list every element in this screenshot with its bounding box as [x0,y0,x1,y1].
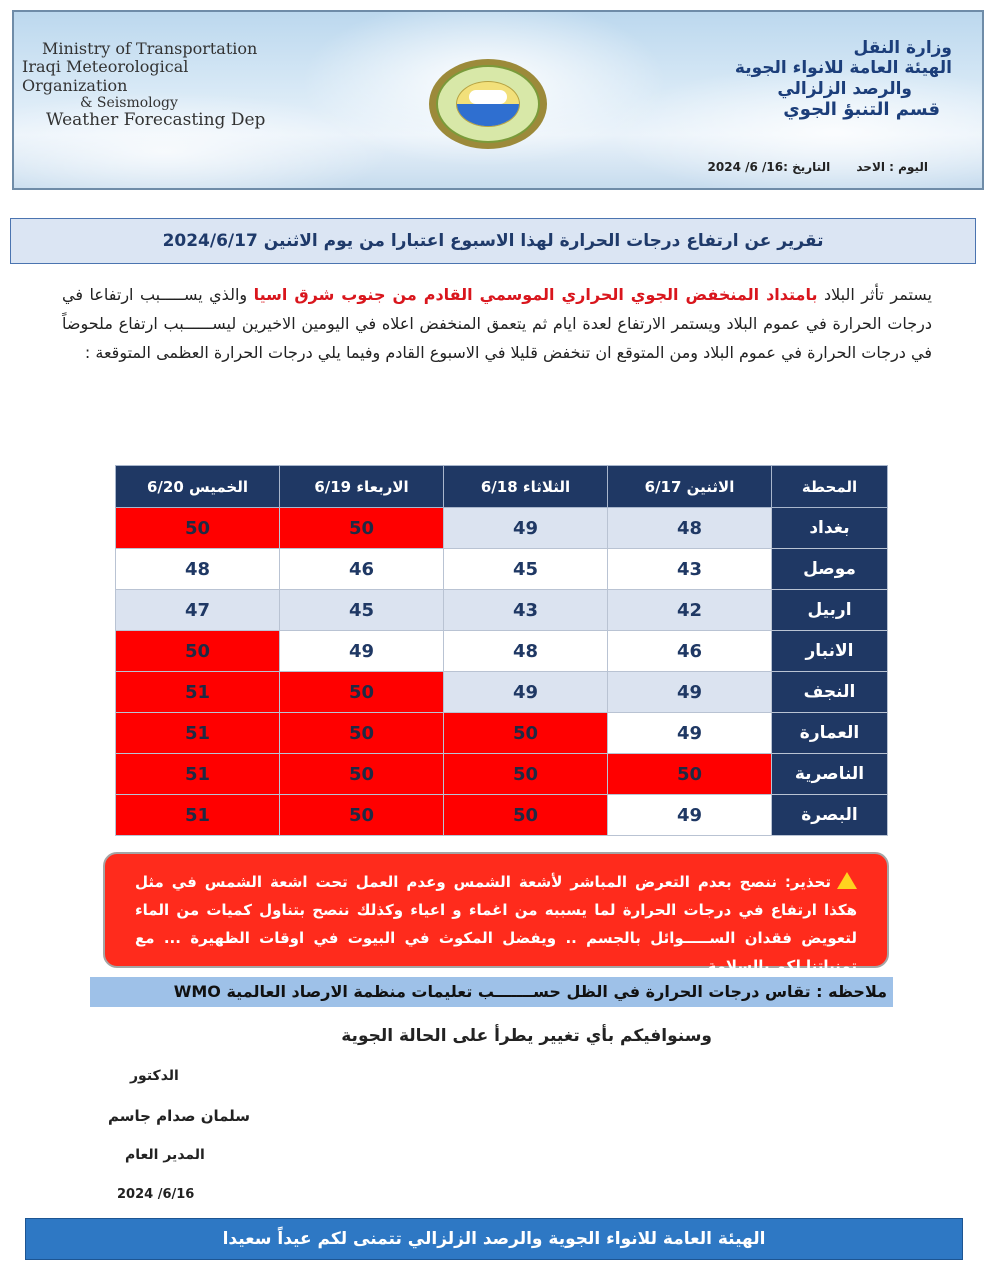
temperature-cell: 43 [444,590,608,631]
temperature-cell: 49 [608,672,772,713]
temperature-cell: 45 [444,549,608,590]
temperature-cell: 49 [444,508,608,549]
ministry-name-en: Ministry of Transportation [42,39,258,58]
temperature-table [115,465,888,836]
temperature-cell: 50 [280,508,444,549]
table-body [116,508,888,836]
temperature-cell: 51 [116,672,280,713]
station-name: الانبار [772,631,888,672]
table-row [116,508,888,549]
organization-logo [429,59,547,149]
table-header-row [116,466,888,508]
table-row [116,672,888,713]
header-banner [12,10,984,190]
org-name-ar: الهيئة العامة للانواء الجوية [734,58,952,79]
logo-sea [457,104,519,126]
header-wednesday: الاربعاء 6/19 [280,466,444,508]
temperature-cell: 48 [116,549,280,590]
paragraph-part-2: والذي يســـــبب ارتفاعا في درجات الحرارة في عموم البلاد ويستمر الارتفاع لعدة ايام ثم يتعمق المنخفض اعلاه في اليومين الاخيرين ليســــــبب ارتفاع ملحوضاً في درجات الحرارة في عموم البلاد ومن المتوقع ان تنخفض قليلا في الاسبوع القادم وفيما يلي درجات الحرارة العظمى المتوقعة : [62,285,932,362]
table-row [116,754,888,795]
signature-name: سلمان صدام جاسم [108,1107,251,1125]
station-name: النجف [772,672,888,713]
temperature-cell: 42 [608,590,772,631]
temperature-cell: 50 [444,754,608,795]
temperature-cell: 49 [444,672,608,713]
signature-title: الدكتور [130,1068,179,1084]
footer-greeting: الهيئة العامة للانواء الجوية والرصد الزلزالي تتمنى لكم عيداً سعيدا [25,1218,963,1260]
station-name: الناصرية [772,754,888,795]
day-label: اليوم : الاحد [856,160,928,174]
temperature-cell: 50 [444,795,608,836]
warning-triangle-icon [837,872,857,889]
station-name: البصرة [772,795,888,836]
temperature-cell: 48 [444,631,608,672]
measurement-note: ملاحظه : تقاس درجات الحرارة في الظل حســـــــب تعليمات منظمة الارصاد العالمية WMO [90,977,893,1007]
temperature-cell: 51 [116,754,280,795]
signature-date: 2024 /6/16 [117,1187,195,1202]
temperature-cell: 50 [280,754,444,795]
station-name: اربيل [772,590,888,631]
temperature-cell: 46 [608,631,772,672]
logo-ring [436,65,540,143]
temperature-cell: 47 [116,590,280,631]
paragraph-part-1: يستمر تأثر البلاد [817,285,932,304]
station-name: بغداد [772,508,888,549]
paragraph-highlight: بامتداد المنخفض الجوي الحراري الموسمي القادم من جنوب شرق اسيا [253,285,818,304]
table-row [116,795,888,836]
temperature-cell: 49 [608,795,772,836]
table-row [116,631,888,672]
table-row [116,713,888,754]
station-name: موصل [772,549,888,590]
english-org-block [22,40,282,131]
temperature-cell: 49 [608,713,772,754]
warning-text: تحذير: ننصح بعدم التعرض المباشر لأشعة الشمس وعدم العمل تحت اشعة الشمس في مثل هكذا ارتفاع في درجات الحرارة لما يسببه من اغماء و اعياء وكذلك ننصح بتناول كميات من الماء لتعويض فقدان الســـــوائل بالجسم .. ويفضل المكوث في البيوت في اوقات الظهيرة ... مع تمنياتنا لكم بالسلامة [135,873,857,975]
table-row [116,549,888,590]
logo-emblem [456,81,520,127]
temperature-cell: 50 [280,672,444,713]
ministry-name-ar: وزارة النقل [853,38,952,58]
report-paragraph [62,280,932,367]
heat-warning-box [103,852,889,975]
arabic-org-block [692,38,952,121]
temperature-cell: 50 [280,713,444,754]
temperature-cell: 49 [280,631,444,672]
temperature-cell: 51 [116,795,280,836]
signature-position: المدير العام [125,1147,205,1163]
issue-date-line [686,160,928,174]
temperature-cell: 50 [608,754,772,795]
date-label: التاريخ :16/ 6/ 2024 [707,160,831,174]
followup-statement: وسنوافيكم بأي تغيير يطرأ على الحالة الجوية [341,1026,712,1046]
station-name: العمارة [772,713,888,754]
temperature-cell: 50 [280,795,444,836]
temperature-cell: 51 [116,713,280,754]
temperature-cell: 50 [444,713,608,754]
header-thursday: الخميس 6/20 [116,466,280,508]
temperature-cell: 46 [280,549,444,590]
department-name-en: Weather Forecasting Dep [46,110,266,131]
temperature-cell: 45 [280,590,444,631]
header-station: المحطة [772,466,888,508]
org-name-ar-2: والرصد الزلزالي [777,78,912,99]
department-name-ar: قسم التنبؤ الجوي [783,99,940,121]
header-tuesday: الثلاثاء 6/18 [444,466,608,508]
temperature-cell: 50 [116,631,280,672]
temperature-cell: 50 [116,508,280,549]
temperature-cell: 48 [608,508,772,549]
table-row [116,590,888,631]
temperature-cell: 43 [608,549,772,590]
org-name-en: Iraqi Meteorological Organization [22,57,189,95]
header-monday: الاثنين 6/17 [608,466,772,508]
logo-cloud [469,90,507,104]
report-title: تقرير عن ارتفاع درجات الحرارة لهذا الاسبوع اعتبارا من يوم الاثنين 2024/6/17 [10,218,976,264]
org-name-en-2: & Seismology [80,95,178,112]
